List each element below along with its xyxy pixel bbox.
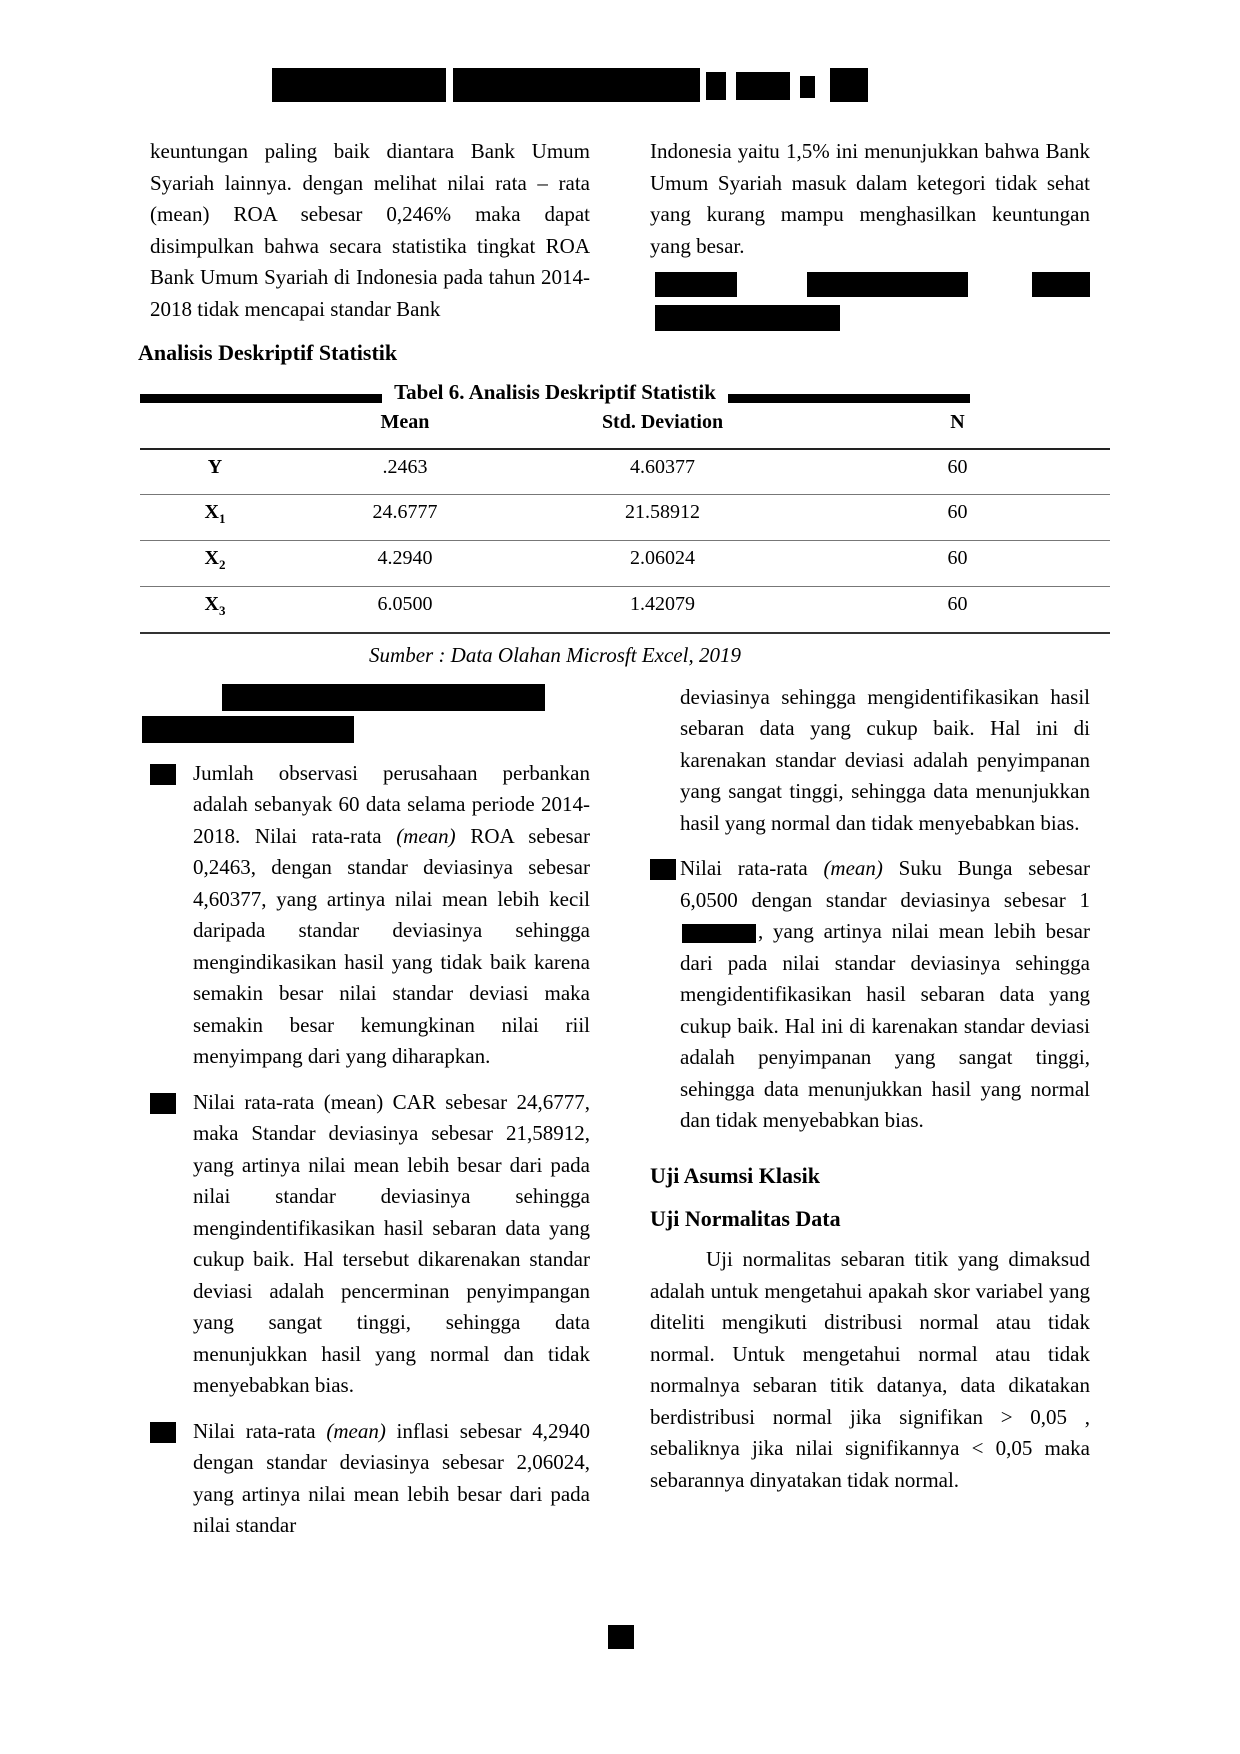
list-item-1: [150, 758, 590, 1073]
intro-right-paragraph: Indonesia yaitu 1,5% ini menunjukkan bahwa Bank Umum Syariah masuk dalam ketegori tidak sehat yang kurang mampu menghasilkan keuntungan yang besar.: [650, 139, 1090, 258]
list-item-1-text: Jumlah observasi perusahaan perbankan adalah sebanyak 60 data selama periode 2014-2018. Nilai rata-rata (mean) ROA sebesar 0,2463, dengan standar deviasinya sebesar 4,60377, yang artinya nilai mean lebih kecil daripada standar deviasinya sehingga mengindikasikan hasil yang tidak baik karena semakin besar nilai standar deviasi maka semakin besar kemungkinan nilai riil menyimpang dari yang diharapkan.: [193, 760, 590, 1069]
running-title-redacted: [150, 66, 1090, 106]
descriptive-statistics-table: [140, 405, 1110, 634]
analysis-right-column: [650, 682, 1090, 1542]
list-item-3-text: Nilai rata-rata (mean) inflasi sebesar 4,2940 dengan standar deviasinya sebesar 2,06024, yang artinya nilai mean lebih besar dari pada nilai standar: [193, 1418, 590, 1538]
variable-label: [140, 449, 290, 495]
table-header-row: [140, 405, 1110, 449]
list-item-3: [150, 1416, 590, 1542]
variable-subscript: 3: [218, 603, 226, 619]
variable-label: [140, 587, 290, 633]
table-row: [140, 495, 1110, 541]
redaction-bar: [807, 272, 968, 297]
analysis-columns: [150, 682, 1090, 1542]
redaction-bar: [736, 72, 790, 100]
table-row: [140, 587, 1110, 633]
table-caption: Tabel 6. Analisis Deskriptif Statistik: [382, 379, 728, 405]
list-item-2-text: Nilai rata-rata (mean) CAR sebesar 24,6777, maka Standar deviasinya sebesar 21,58912, yang artinya nilai mean lebih besar dari pada nilai standar deviasinya sehingga mengindentifikasikan hasil sebaran data yang cukup baik. Hal tersebut dikarenakan standar deviasi adalah pencerminan penyimpangan yang sangat tinggi, sehingga data menunjukkan hasil yang normal dan tidak menyebabkan bias.: [193, 1089, 590, 1398]
redaction-bar: [1032, 272, 1090, 297]
variable-name: X: [204, 547, 219, 570]
analysis-left-column: [150, 682, 590, 1542]
mean-value: 24.6777: [372, 501, 438, 524]
variable-subscript: 2: [218, 557, 226, 573]
redacted-list-number: [150, 1422, 176, 1443]
redacted-list-number: [650, 859, 676, 880]
mean-value: 4.2940: [377, 547, 433, 570]
inline-redaction-bar: [682, 924, 756, 943]
table-source-note: Sumber : Data Olahan Microsft Excel, 2019: [369, 642, 741, 667]
n-value: 60: [947, 593, 968, 616]
redacted-list-number: [150, 764, 176, 785]
n-value: 60: [947, 455, 968, 478]
column-header-variable: [140, 405, 290, 449]
std-value: 21.58912: [625, 501, 700, 524]
intro-left-column: [150, 136, 590, 332]
std-value: 2.06024: [630, 547, 695, 570]
section-heading-analisis-deskriptif: Analisis Deskriptif Statistik: [138, 340, 398, 365]
variable-name: X: [204, 593, 219, 616]
variable-subscript: 1: [218, 511, 226, 527]
redaction-bar: [222, 684, 545, 711]
variable-label: [140, 495, 290, 541]
list-item-3-continuation: deviasinya sehingga mengidentifikasikan hasil sebaran data yang cukup baik. Hal ini di karenakan standar deviasi adalah penyimpanan yang sangat tinggi, sehingga data menunjukkan hasil yang normal dan tidak menyebabkan bias.: [680, 684, 1090, 835]
n-value: 60: [947, 501, 968, 524]
list-item-2: [150, 1087, 590, 1402]
redacted-leadin-sentence: [150, 682, 590, 744]
redacted-page-number: [608, 1625, 634, 1649]
redaction-bar: [453, 68, 700, 102]
std-value: 4.60377: [630, 455, 695, 478]
column-header-std-deviation: Std. Deviation: [601, 410, 724, 433]
intro-left-paragraph: keuntungan paling baik diantara Bank Umum Syariah lainnya. dengan melihat nilai rata – rata (mean) ROA sebesar 0,246% maka dapat disimpulkan bahwa secara statistika tingkat ROA Bank Umum Syariah di Indonesia pada tahun 2014-2018 tidak mencapai standar Bank: [150, 139, 590, 321]
intro-columns: [150, 136, 1090, 332]
redacted-list-number: [150, 1093, 176, 1114]
variable-label: [140, 541, 290, 587]
redaction-bar: [655, 272, 737, 297]
list-item-4: [650, 853, 1090, 1137]
redaction-bar: [706, 72, 726, 100]
heading-uji-normalitas-data: Uji Normalitas Data: [650, 1205, 841, 1231]
list-item-4-text: Nilai rata-rata (mean) Suku Bunga sebesar 6,0500 dengan standar deviasinya sebesar 1, yang artinya nilai mean lebih besar dari pada nilai standar deviasinya sehingga mengidentifikasikan hasil sebaran data yang cukup baik. Hal ini di karenakan standar deviasi adalah penyimpanan yang sangat tinggi, sehingga data menunjukkan hasil yang normal dan tidak menyebabkan bias.: [680, 856, 1090, 1133]
redacted-subheading-block: [650, 262, 1090, 332]
redaction-bar: [272, 68, 446, 102]
mean-value: .2463: [382, 455, 428, 478]
variable-name: X: [204, 501, 219, 524]
uji-normalitas-paragraph: Uji normalitas sebaran titik yang dimaksud adalah untuk mengetahui apakah skor variabel yang diteliti mengikuti distribusi normal atau tidak normal. Untuk mengetahui normal atau tidak normalnya sebaran titik datanya, data dikatakan berdistribusi normal jika signifikan > 0,05 , sebaliknya jika nilai signifikannya < 0,05 maka sebarannya dinyatakan tidak normal.: [650, 1247, 1090, 1492]
std-value: 1.42079: [630, 593, 695, 616]
table-row: [140, 449, 1110, 495]
redaction-bar: [142, 716, 354, 743]
n-value: 60: [947, 547, 968, 570]
redaction-bar: [830, 68, 868, 102]
column-header-n: N: [950, 410, 965, 433]
intro-right-column: [650, 136, 1090, 332]
redaction-bar: [800, 76, 815, 98]
redaction-bar: [655, 305, 840, 331]
heading-uji-asumsi-klasik: Uji Asumsi Klasik: [650, 1162, 820, 1188]
table-caption-center: [140, 379, 970, 405]
mean-value: 6.0500: [377, 593, 433, 616]
column-header-mean: Mean: [380, 410, 430, 433]
table-row: [140, 541, 1110, 587]
table-caption-row: [140, 373, 970, 405]
variable-name: Y: [207, 455, 223, 478]
